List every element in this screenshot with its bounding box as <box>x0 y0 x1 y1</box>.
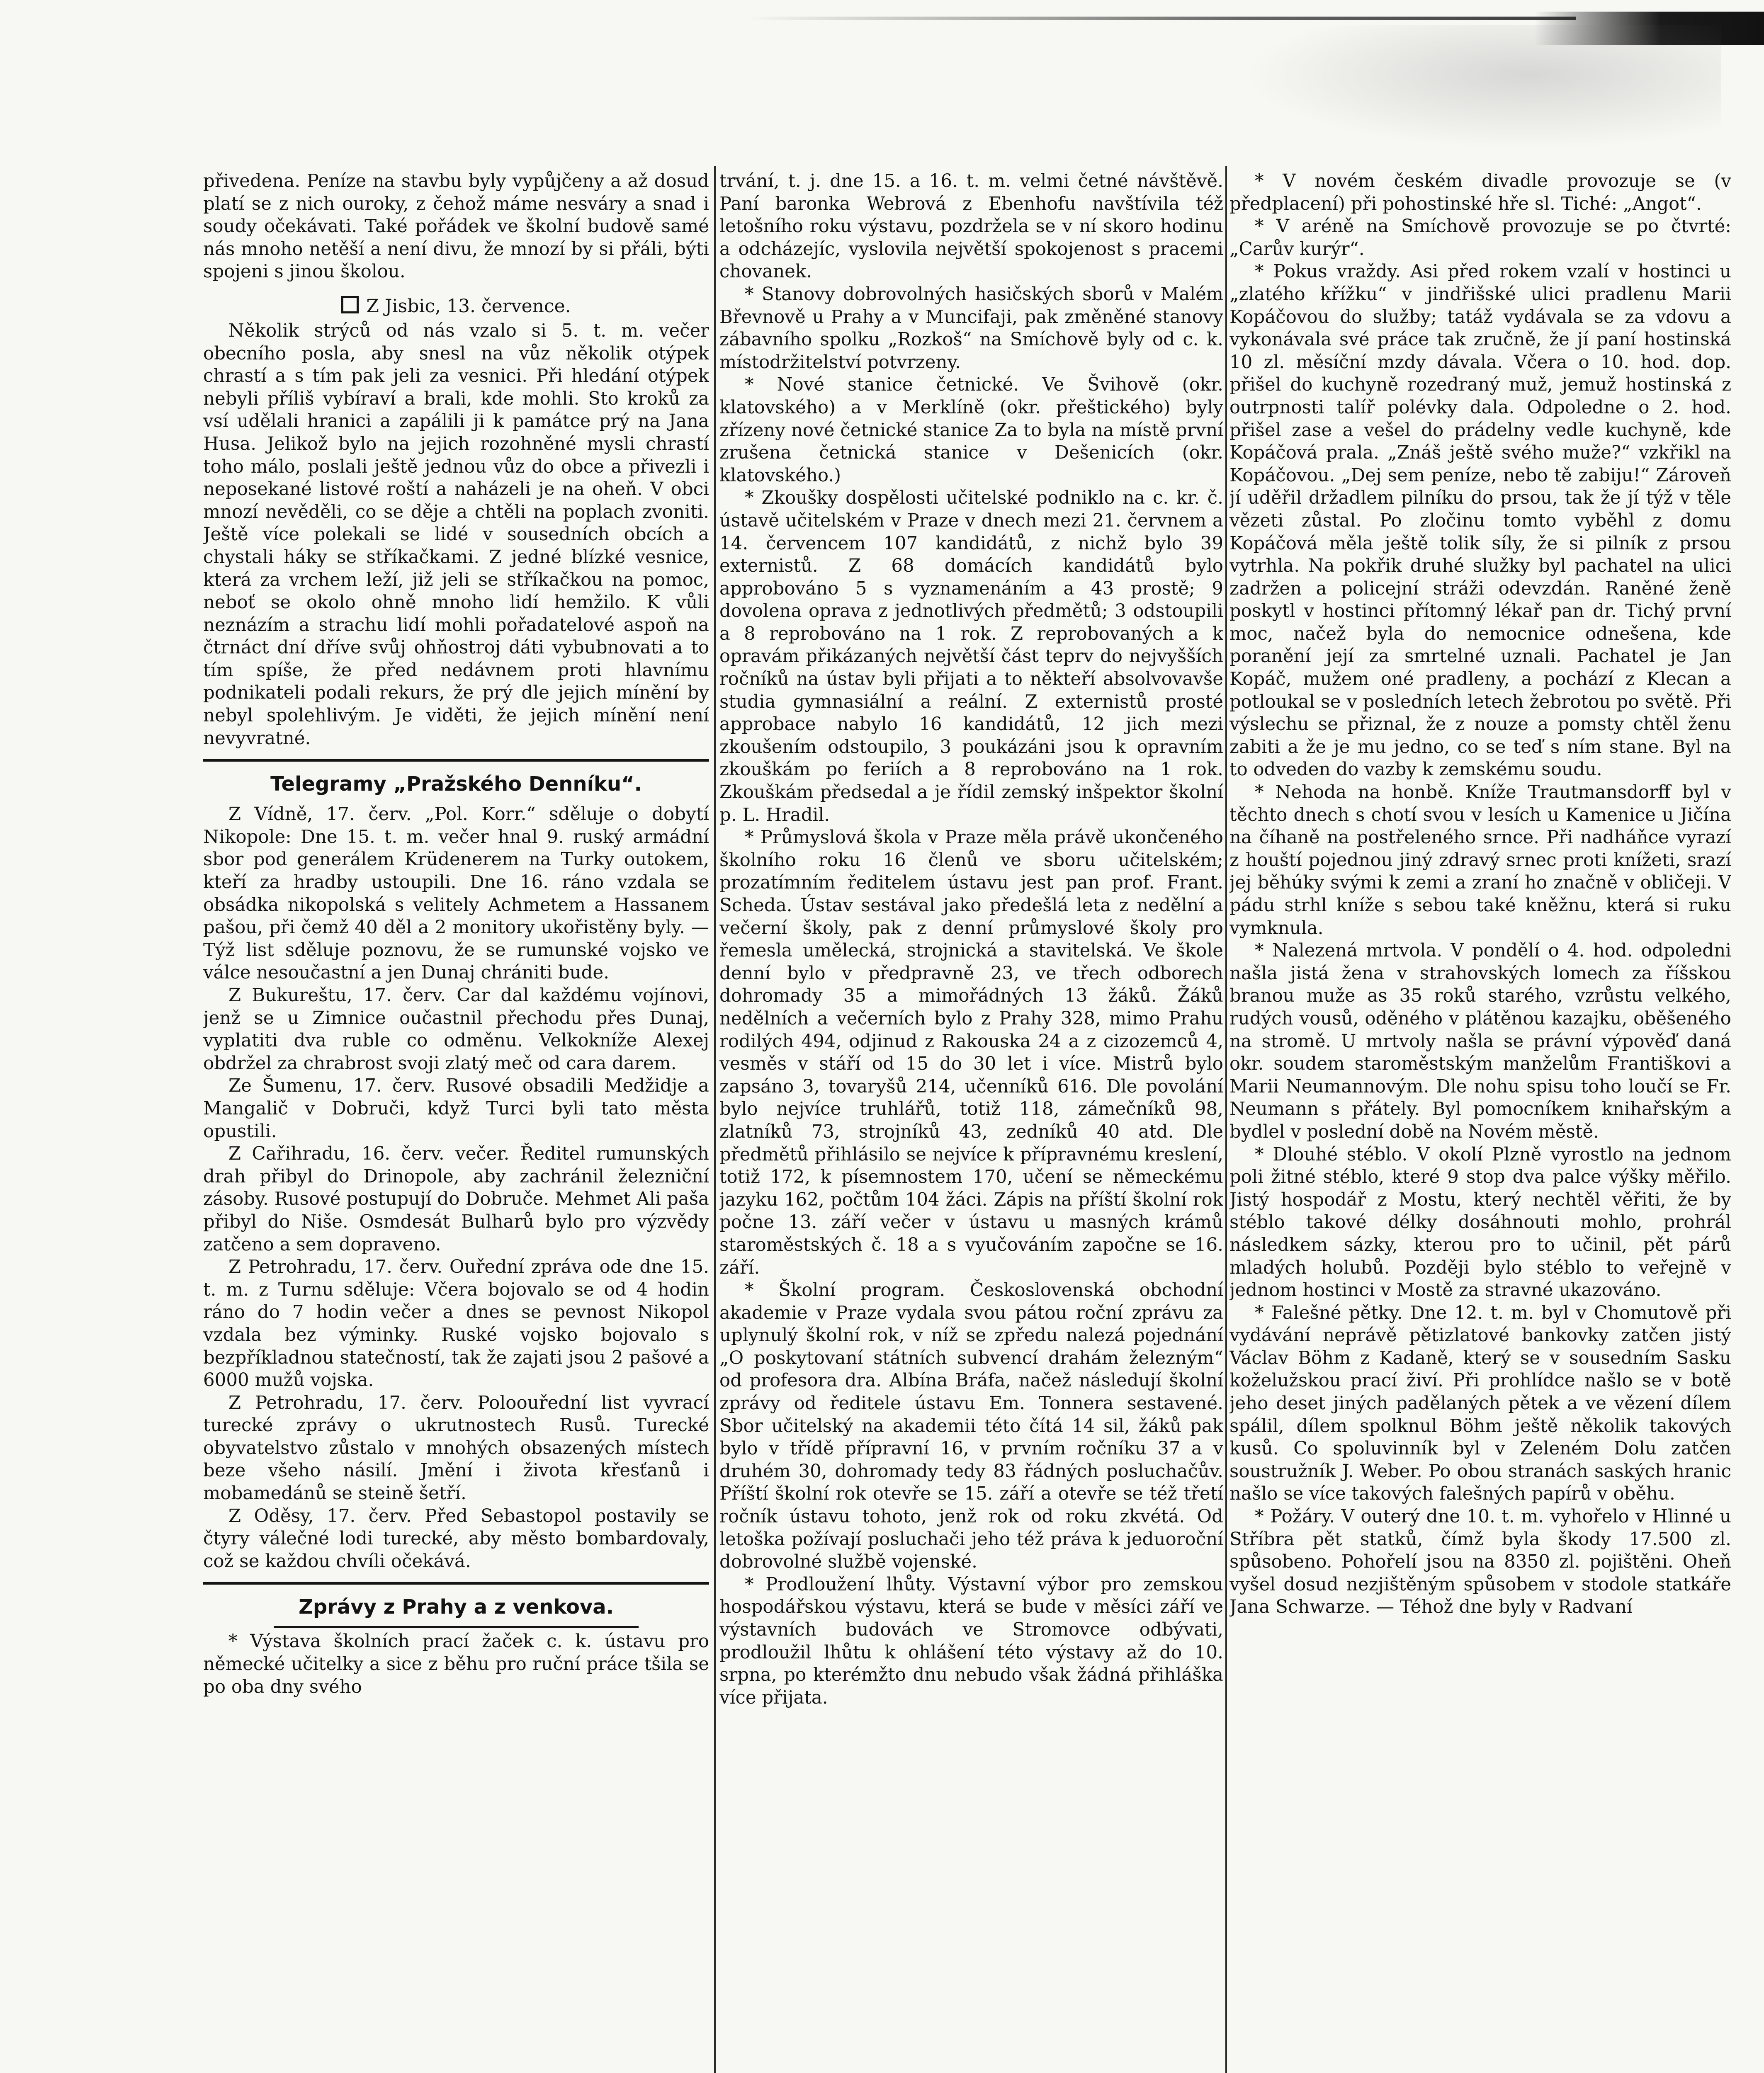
news-paragraph: * Nalezená mrtvola. V pondělí o 4. hod. odpoledni našla jistá žena v strahovských lomech za říšskou branou muže as 35 roků starého, vzrůstu velkého, rudých vousů, oděného v plátěnou kazajku, oběšeného na stromě. U mrtvoly našla se právní výpověď daná okr. soudem staroměstským manželům Františkovi a Marii Neumannovým. Dle nohu spisu toho loučí se Fr. Neumann s přátely. Byl pomocníkem knihařským a bydlel v poslední době na Novém městě. <box>1229 940 1731 1142</box>
section-divider <box>203 1582 709 1585</box>
dateline-text: Z Jisbic, 13. července. <box>366 295 571 317</box>
news-paragraph: * Stanovy dobrovolných hasičských sborů v Malém Břevnově u Prahy a v Muncifaji, pak změněné stanovy zábavního spolku „Rozkoš“ na Smíchově byly od c. k. místodržitelství potvrzeny. <box>719 284 1223 373</box>
news-paragraph: * Falešné pětky. Dne 12. t. m. byl v Chomutově při vydávání neprávě pětizlatové bankovky zatčen jistý Václav Böhm z Kadaně, který se v sousedním Sasku koželužskou prací živí. Při prohlídce našlo se v botě jeho deset jiných padělaných pětek a ve vězení dílem spálil, dílem spolknul Böhm ještě několik takových kusů. Co spoluvinník byl v Zeleném Dolu zatčen soustružník J. Weber. Po obou stranách saských hranic našlo se více takových falešných papírů v oběhu. <box>1229 1302 1731 1505</box>
section-heading-local-news: Zprávy z Prahy a z venkova. <box>299 1595 614 1619</box>
square-bullet-icon <box>341 296 359 313</box>
news-paragraph: * Školní program. Československá obchodní akademie v Praze vydala svou pátou roční zprávu za uplynulý školní rok, v níž se zpředu nalezá pojednání „O poskytovaní státních subvencí drahám železným“ od profesora dra. Albína Bráfa, načež následují školní zprávy od ředitele ústavu Em. Tonnera sestavené. Sbor učitelský na akademii této čítá 14 sil, žáků pak bylo v třídě přípravní 16, v prvním ročníku 37 a v druhém 30, dohromady tedy 83 řádných posluchačův. Příští školní rok otevře se 15. září a otevře se též třetí ročník ústavu tohoto, jenž rok od roku zkvétá. Od letoška požívají posluchači jeho též práva k jeduoroční dobrovolné službě vojenské. <box>719 1280 1223 1573</box>
news-paragraph: * Dlouhé stéblo. V okolí Plzně vyrostlo na jednom poli žitné stéblo, které 9 stop dva palce výšky měřilo. Jistý hospodář z Mostu, který nechtěl věřiti, že by stéblo takové délky dosáhnouti mohlo, prohrál následkem sázky, kterou pro to učinil, pět párů mladých holubů. Později bylo stéblo to veřejně v jednom hostinci v Mostě za stravné ukazováno. <box>1229 1144 1731 1301</box>
newspaper-column-2 <box>719 170 1223 2073</box>
telegram-paragraph: Z Petrohradu, 17. červ. Poloouřední list vyvrací turecké zprávy o ukrutnostech Rusů. Turecké obyvatelstvo zůstalo v mnohých obsazených místech beze všeho násilí. Jmění i života křesťanů i mobamedánů se steině šetří. <box>203 1392 709 1504</box>
column-rule-right <box>1225 166 1227 2073</box>
news-paragraph: * Zkoušky dospělosti učitelské podniklo na c. kr. č. ústavě učitelském v Praze v dnech mezi 21. červnem a 14. červencem 107 kandidátů, z nichž bylo 39 externistů. Z 68 domácích kandidátů bylo approbováno 5 s vyznamenáním a 43 prostě; 9 dovolena oprava z jednotlivých předmětů; 3 odstoupili a 8 reprobováno na 1 rok. Z reprobovaných a k opravám přikázaných největší část teprv do nejvyšších ročníků na ústav byli přijati a to někteří absolvovavše studia gymnasiální a reální. Z externistů prosté approbace nabylo 16 kandidátů, 12 jich mezi zkoušením odstoupilo, 3 poukázáni jsou k opravním zkouškám po feriích a 8 reprobováno na 1 rok. Zkouškám předsedal a je řídil zemský inšpektor školní p. L. Hradil. <box>719 488 1223 825</box>
dateline <box>203 294 709 319</box>
column-rule-left <box>714 166 716 2073</box>
scan-edge-streak <box>746 17 1576 20</box>
news-paragraph: * Požáry. V outerý dne 10. t. m. vyhořelo v Hlinné u Stříbra pět statků, čímž byla škody 17.500 zl. spůsobeno. Pohořelí jsou na 8350 zl. pojištěni. Oheň vyšel dosud nezjištěným spůsobem v stodole statkáře Jana Schwarze. — Téhož dne byly v Radvaní <box>1229 1506 1731 1618</box>
telegram-paragraph: Z Cařihradu, 16. červ. večer. Ředitel rumunských drah přibyl do Drinopole, aby zachránil železniční zásoby. Rusové postupují do Dobruče. Mehmet Ali paša přibyl do Niše. Osmdesát Bulharů bylo pro výzvědy zatčeno a sem dopraveno. <box>203 1143 709 1255</box>
news-paragraph: * V novém českém divadle provozuje se (v předplacení) při pohostinské hře sl. Tiché: „Angot“. <box>1229 171 1731 214</box>
telegram-paragraph: Z Vídně, 17. červ. „Pol. Korr.“ sděluje o dobytí Nikopole: Dne 15. t. m. večer hnal 9. ruský armádní sbor pod generálem Krüdenerem na Turky outokem, kteří za hradby ustoupili. Dne 16. ráno vzdala se obsádka nikopolská s velitely Achmetem a Hassanem pašou, při čemž 40 děl a 2 monitory ukořistěny byly. — Týž list sděluje poznovu, že se rumunské vojsko ve válce nesoučastní a jen Dunaj chrániti bude. <box>203 804 709 983</box>
news-paragraph: trvání, t. j. dne 15. a 16. t. m. velmi četné návštěvě. Paní baronka Webrová z Ebenhofu navštívila též letošního roku výstavu, pozdržela se v ní skoro hodinu a odcházejíc, vyslovila největší spokojenost s pracemi chovanek. <box>719 171 1223 282</box>
newspaper-column-1 <box>203 170 709 2073</box>
newspaper-column-3 <box>1229 170 1731 2073</box>
telegram-paragraph: Z Bukureštu, 17. červ. Car dal každému vojínovi, jenž se u Zimnice oučastnil přechodu přes Dunaj, vyplatiti dva ruble co odměnu. Velkokníže Alexej obdržel za chrabrost svoji zlatý meč od cara darem. <box>203 985 709 1074</box>
telegram-paragraph: Z Oděsy, 17. červ. Před Sebastopol postavily se čtyry válečné lodi turecké, aby město bombardovaly, což se každou chvíli očekává. <box>203 1505 709 1572</box>
telegram-paragraph: Ze Šumenu, 17. červ. Rusové obsadili Medžidje a Mangalič v Dobruči, když Turci byli tato města opustili. <box>203 1075 709 1142</box>
article-continuation: přivedena. Peníze na stavbu byly vypůjčeny a až dosud platí se z nich ouroky, z čehož máme nesváry a snad i soudy očekávati. Také pořádek ve školní budově samé nás mnoho netěší a není divu, že mnozí by si přáli, býti spojeni s jinou školou. <box>203 171 709 282</box>
section-heading-telegrams: Telegramy „Pražského Denníku“. <box>270 772 642 796</box>
heading-underline <box>274 1626 639 1628</box>
news-paragraph: * Nové stanice četnické. Ve Švihově (okr. klatovského) a v Merklíně (okr. přeštického) byly zřízeny nové četnické stanice Za to byla na místě první zrušena četnická stanice v Dešenicích (okr. klatovského.) <box>719 374 1223 486</box>
telegram-paragraph: Z Petrohradu, 17. červ. Ouřední zpráva ode dne 15. t. m. z Turnu sděluje: Včera bojovalo se od 4 hodin ráno do 7 hodin večer a dnes se pevnost Nikopol vzdala bez výminky. Ruské vojsko bojovalo s bezpříkladnou statečností, tak že zajati jsou 2 pašové a 6000 mužů vojska. <box>203 1257 709 1391</box>
news-paragraph: * Výstava školních prací žaček c. k. ústavu pro německé učitelky a sice z běhu pro ruční práce tšila se po oba dny svého <box>203 1631 709 1697</box>
news-paragraph: * Pokus vraždy. Asi před rokem vzalí v hostinci u „zlatého křížku“ v jindřišské ulici pradlenu Marii Kopáčovou do služby; tatáž vydávala se za vdovu a vykonávala své práce tak zručně, že jí paní hostinská 10 zl. měsíční mzdy dávala. Včera o 10. hod. dop. přišel do kuchyně rozedraný muž, jemuž hostinská z outrpnosti talíř polévky dala. Odpoledne o 2. hod. přišel zase a vešel do prádelny vedle kuchyně, kde Kopáčová prala. „Znáš ještě svého muže?“ vzkřikl na Kopáčovou. „Dej sem peníze, nebo tě zabiju!“ Zároveň jí uděřil držadlem pilníku do prsou, tak že jí týž v těle vězeti zůstal. Po zločinu tomto vyběhl z domu Kopáčová měla ještě tolik síly, že si pilník z prsou vytrhla. Na pokřik druhé služky byl pachatel na ulici zadržen a policejní stráži odevzdán. Raněné ženě poskytl v hostinci přítomný lékař pan dr. Tichý první moc, načež byla do nemocnice odnešena, kde poranění její za smrtelné uznali. Pachatel je Jan Kopáč, mužem oné pradleny, a pochází z Klecan a potloukal se v posledních letech žebrotou po světě. Při výslechu se přiznal, že z nouze a pomsty chtěl ženu zabiti a že je mu jedno, co se teď s ním stane. Byl na to odveden do vazby k zemskému soudu. <box>1229 261 1731 780</box>
news-paragraph: * V aréně na Smíchově provozuje se po čtvrté: „Carův kurýr“. <box>1229 216 1731 260</box>
scan-smudge <box>1244 25 1721 149</box>
news-paragraph: * Nehoda na honbě. Kníže Trautmansdorff byl v těchto dnech s chotí svou v lesích u Kamenice u Jičína na číhaně na postřeleného srnce. Při nadháňce vyrazí z houští pojednou jiný zdravý srnec proti knížeti, srazí jej běhúky svými k zemi a zraní ho značně v obličeji. V pádu strhl kníže s sebou také kněžnu, která si ruku vymknula. <box>1229 782 1731 939</box>
section-divider <box>203 759 709 762</box>
news-paragraph: * Prodloužení lhůty. Výstavní výbor pro zemskou hospodářskou výstavu, která se bude v měsíci září ve výstavních budovách ve Stromovce odbývati, prodloužil lhůtu k ohlášení této výstavy až do 10. srpna, po kterémžto dnu nebudo však žádná přihláška více přijata. <box>719 1574 1223 1708</box>
article-paragraph: Několik strýců od nás vzalo si 5. t. m. večer obecního posla, aby snesl na vůz několik otýpek chrastí a s tím pak jeli za vesnici. Při hledání otýpek nebyli příliš vybíraví a brali, kde mohli. Sto kroků za vsí udělali hranici a zapálili ji k památce prý na Jana Husa. Jelikož bylo na jejich rozohněné mysli chrastí toho málo, poslali ještě jednou vůz do obce a přivezli i neposekané listové roští a naházeli je na oheň. V obci mnozí nevěděli, co se děje a chtěli na poplach zvoniti. Ještě více polekali se lidé v sousedních obcích a chystali háky se stříkačkami. Z jedné blízké vesnice, která za vrchem leží, již jeli se stříkačkou na pomoc, neboť se okolo ohně mnoho lidí hemžilo. K vůli neznázím a strachu lidí mohli pořadatelové aspoň na čtrnáct dní dříve svůj ohňostroj dáti vybubnovati a to tím spíše, že před nedávnem proti hlavnímu podnikateli podali rekurs, že prý dle jejich mínění by nebyl spolehlivým. Je viděti, že jejich mínění není nevyvratné. <box>203 320 709 749</box>
news-paragraph: * Průmyslová škola v Praze měla právě ukončeného školního roku 16 členů ve sboru učitelském; prozatímním ředitelem ústavu jest pan prof. Frant. Scheda. Ústav sestával jako předešlá leta z nedělní a večerní školy, pak z denní průmyslové školy pro řemesla umělecká, strojnická a stavitelská. Ve škole denní bylo v předpravně 23, ve třech odborech dohromady 35 a mimořádných 13 žáků. Žáků nedělních a večerních bylo z Prahy 328, mimo Prahu rodilých 494, odjinud z Rakouska 24 a z cizozemců 4, vesměs v stáří od 15 do 30 let i více. Mistrů bylo zapsáno 3, tovaryšů 214, učenníků 616. Dle povolání bylo nejvíce truhlářů, totiž 118, zámečníků 98, zlatníků 73, strojníků 43, zedníků 40 atd. Dle předmětů přihlásilo se nejvíce k přípravnému kreslení, totiž 172, k písemnostem 170, učení se německému jazyku 162, počtům 104 žáci. Zápis na příští školní rok počne 13. září večer v ústavu u masných krámů staroměstských č. 18 a s vyučováním započne se 16. září. <box>719 827 1223 1278</box>
